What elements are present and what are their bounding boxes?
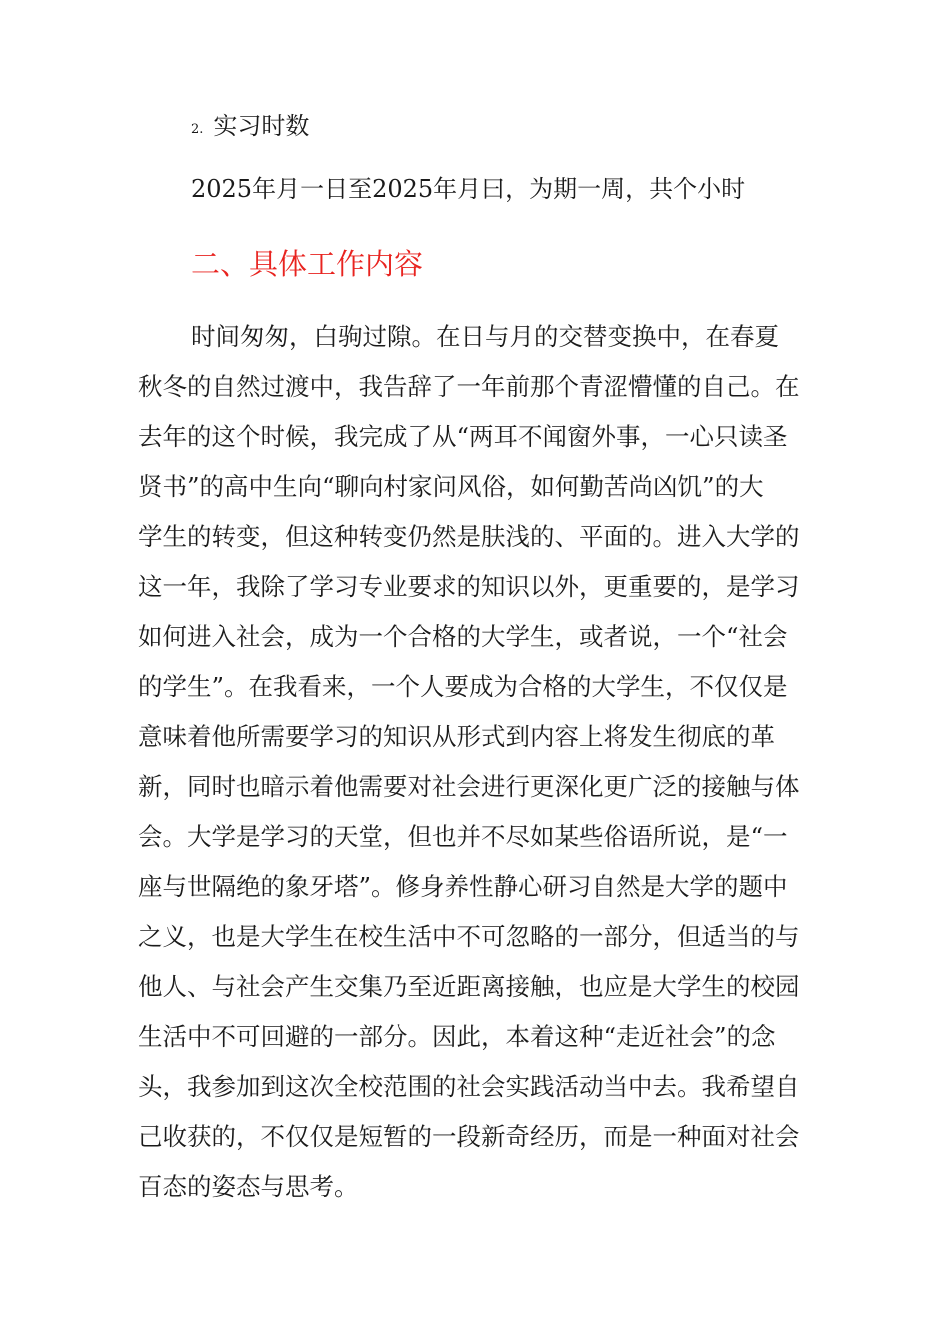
paragraph-line: 如何进入社会，成为一个合格的大学生，或者说，一个“社会 — [138, 622, 788, 651]
subsection-title: 实习时数 — [213, 112, 310, 140]
paragraph-line: 他人、与社会产生交集乃至近距离接触，也应是大学生的校园 — [138, 972, 800, 1001]
paragraph-line: 贤书”的高中生向“聊向村家问风俗，如何勤苦尚凶饥”的大 — [138, 472, 764, 501]
subsection-heading — [191, 110, 309, 146]
paragraph-line: 的学生”。在我看来，一个人要成为合格的大学生，不仅仅是 — [138, 672, 788, 701]
paragraph-line: 时间匆匆，白驹过隙。在日与月的交替变换中，在春夏 — [191, 322, 779, 351]
paragraph-line: 己收获的，不仅仅是短暂的一段新奇经历，而是一种面对社会 — [138, 1122, 800, 1151]
paragraph-line: 去年的这个时候，我完成了从“两耳不闻窗外事，一心只读圣 — [138, 422, 788, 451]
section-heading: 二、具体工作内容 — [191, 247, 424, 281]
paragraph-line: 座与世隔绝的象牙塔”。修身养性静心研习自然是大学的题中 — [138, 872, 788, 901]
paragraph-line: 之义，也是大学生在校生活中不可忽略的一部分，但适当的与 — [138, 922, 800, 951]
paragraph-line: 意味着他所需要学习的知识从形式到内容上将发生彻底的革 — [138, 722, 775, 751]
paragraph-line: 这一年，我除了学习专业要求的知识以外，更重要的，是学习 — [138, 572, 800, 601]
body-paragraph — [138, 319, 800, 1219]
paragraph-line: 百态的姿态与思考。 — [138, 1172, 359, 1201]
subsection-number: 2. — [191, 122, 204, 137]
internship-period: 2025年月一日至2025年月曰，为期一周，共个小时 — [191, 175, 746, 203]
paragraph-line: 学生的转变，但这种转变仍然是肤浅的、平面的。进入大学的 — [138, 522, 800, 551]
paragraph-line: 头，我参加到这次全校范围的社会实践活动当中去。我希望自 — [138, 1072, 800, 1101]
paragraph-line: 会。大学是学习的天堂，但也并不尽如某些俗语所说，是“一 — [138, 822, 788, 851]
paragraph-line: 生活中不可回避的一部分。因此，本着这种“走近社会”的念 — [138, 1022, 776, 1051]
paragraph-line: 新，同时也暗示着他需要对社会进行更深化更广泛的接触与体 — [138, 772, 800, 801]
paragraph-line: 秋冬的自然过渡中，我告辞了一年前那个青涩懵懂的自己。在 — [138, 372, 800, 401]
